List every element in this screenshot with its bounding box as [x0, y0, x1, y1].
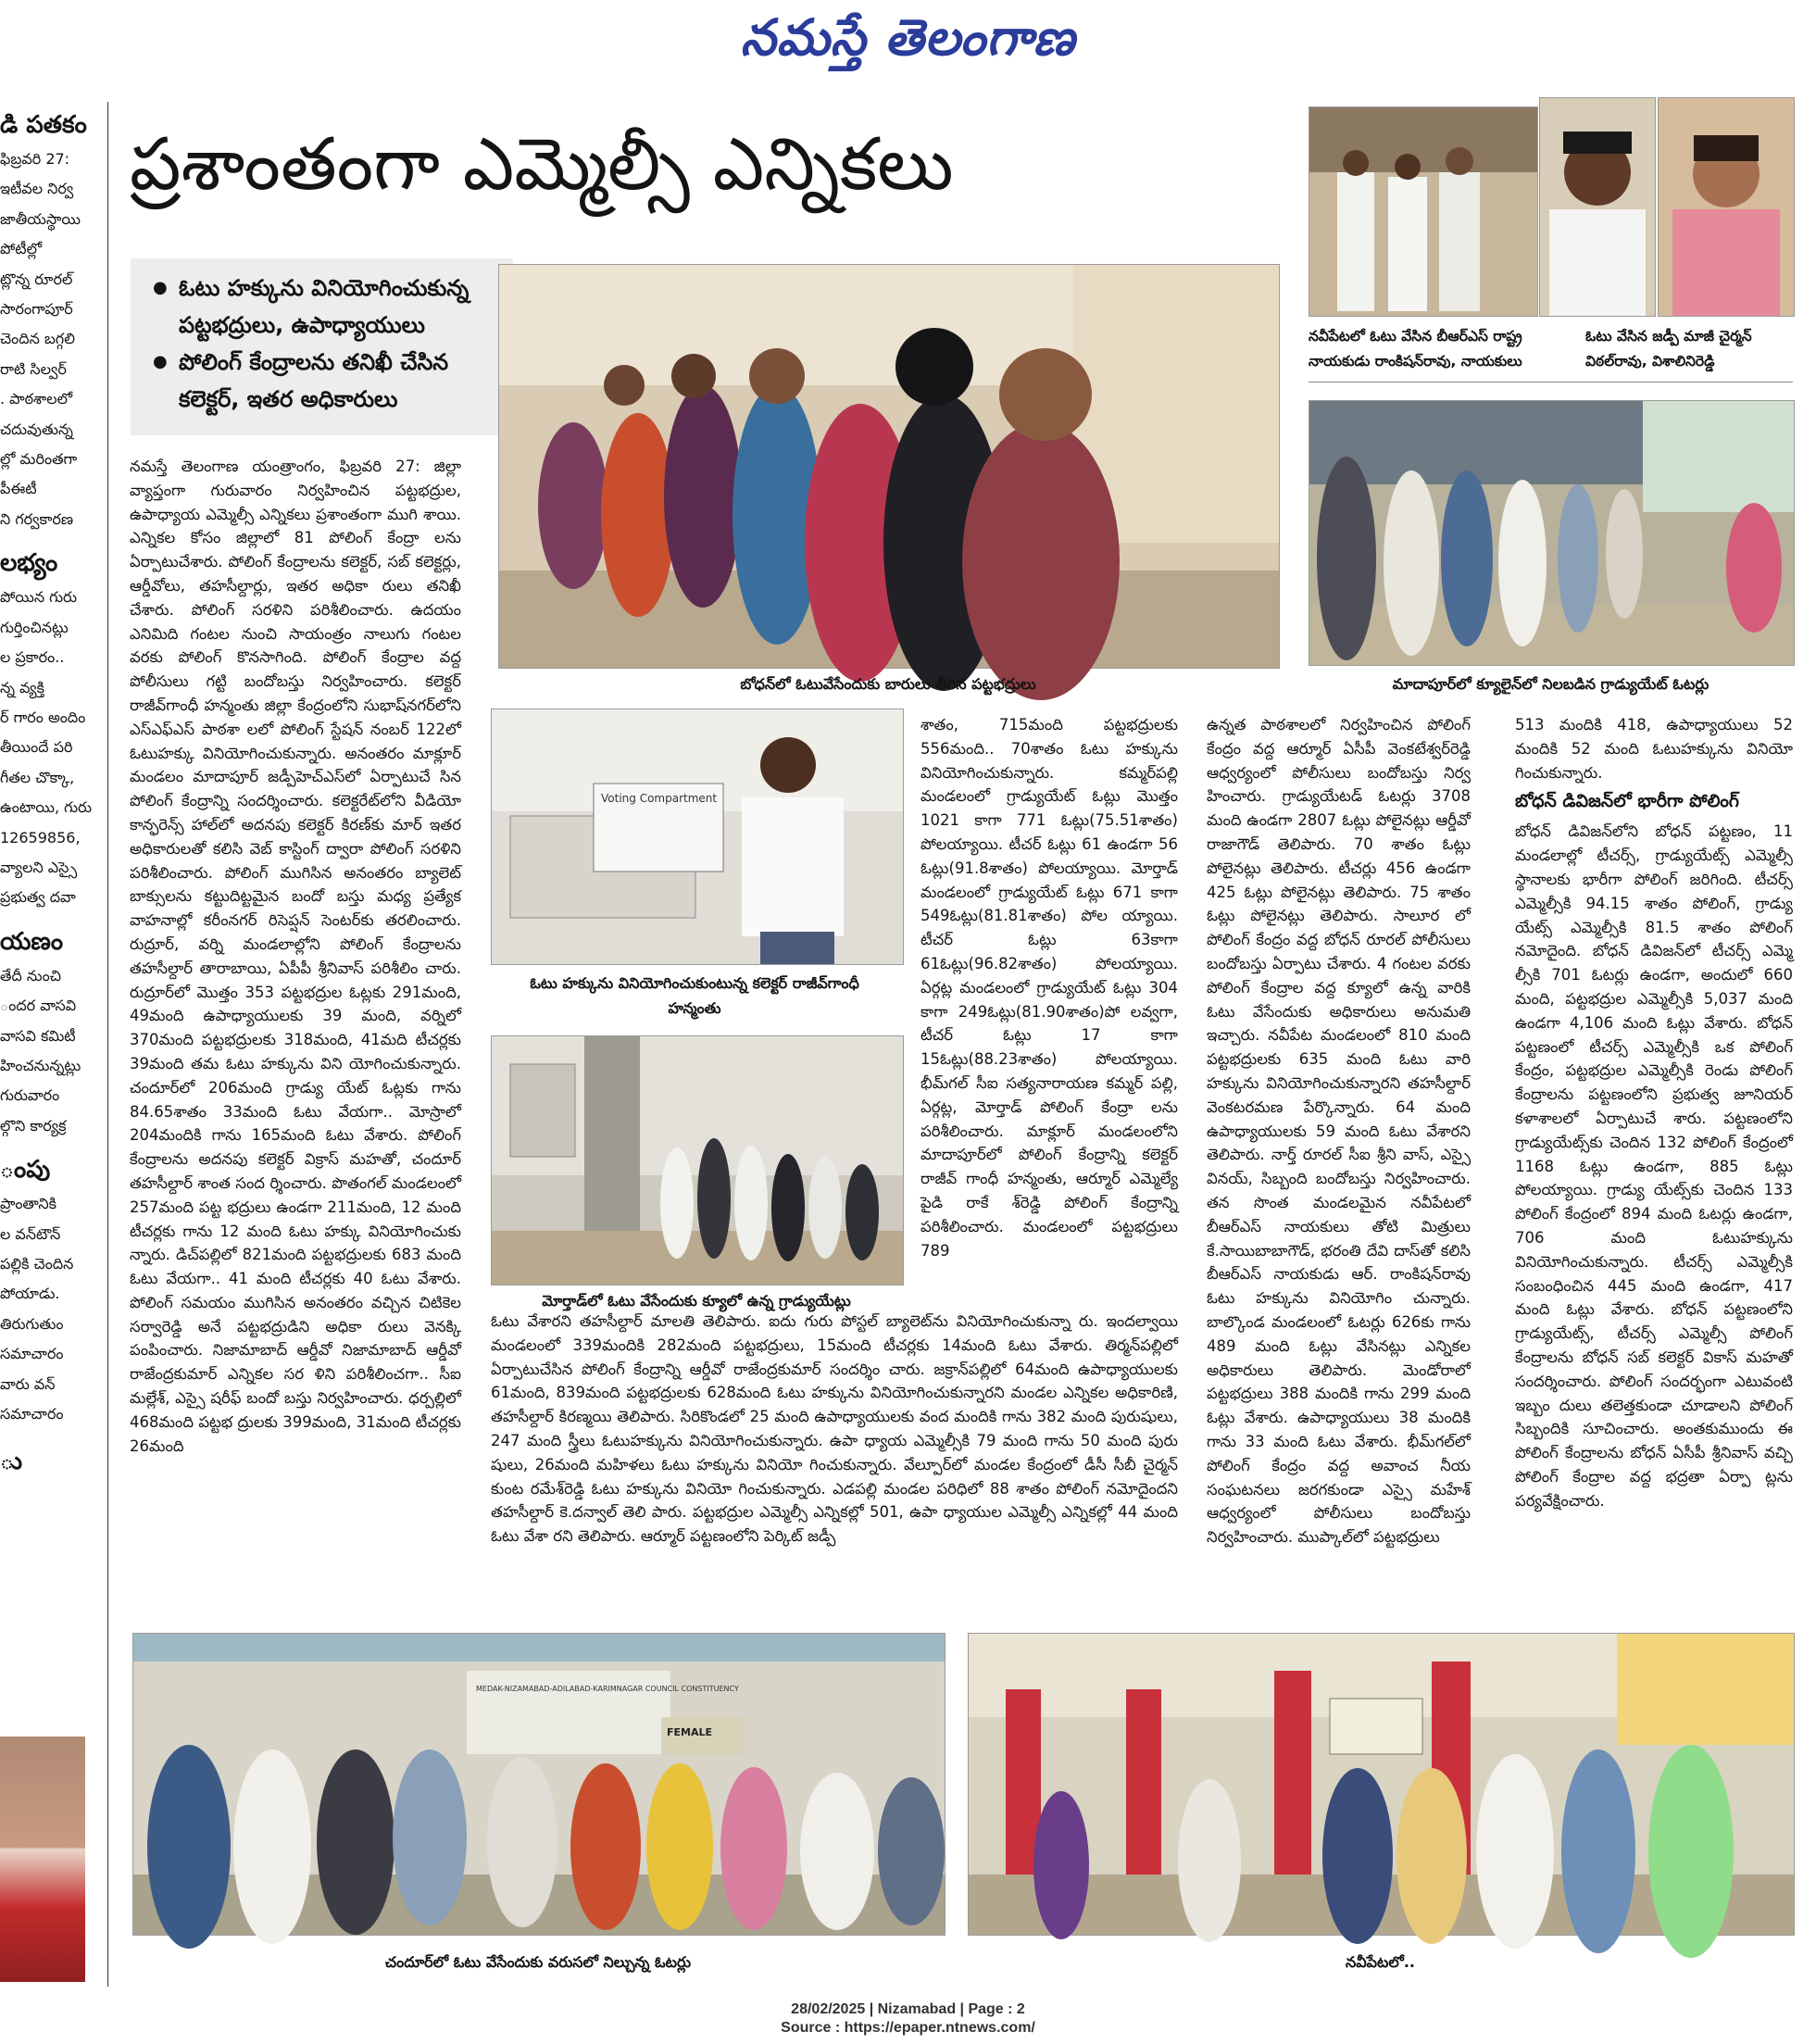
strip-text-line: వాసవి కమిటీ — [0, 1026, 76, 1045]
strip-text-line: పీఈటీ — [0, 480, 37, 498]
strip-text-line: ప్రాంతానికి — [0, 1195, 57, 1213]
constituency-sign: MEDAK-NIZAMABAD-ADILABAD-KARIMNAGAR COUNCIL CONSTITUENCY — [476, 1685, 739, 1693]
highlight-item: ● పోలింగ్ కేంద్రాలను తనిఖీ చేసిన కలెక్టర్, ఇతర అధికారులు — [158, 344, 498, 418]
article-column-4 — [1515, 713, 1793, 1625]
strip-text-line: గురువారం — [0, 1086, 60, 1105]
strip-text-line: సమాచారం — [0, 1345, 64, 1363]
strip-text-line: న్న వ్యక్తి — [0, 678, 44, 696]
highlight-item: ● ఓటు హక్కును వినియోగించుకున్న పట్టభద్రులు, ఉపాధ్యాయులు — [158, 270, 498, 344]
strip-text-line: ట్లొన్న రూరల్ — [0, 270, 73, 288]
voting-compartment-sign: Voting Compartment — [601, 792, 718, 805]
strip-heading: ంపు — [0, 1156, 51, 1185]
photo-leaders-voting — [1309, 107, 1538, 317]
article-column-1 — [130, 455, 461, 1622]
article-text: నమస్తే తెలంగాణ యంత్రాంగం, ఫిబ్రవరి 27: జిల్లా వ్యాప్తంగా గురువారం నిర్వహించిన పట్టభద్రుల, ఉపాధ్యాయ ఎమ్మెల్సీ ఎన్నికలు ప్రశాంతంగా ముగి శాయి. ఎన్నికల కోసం జిల్లాలో 81 పోలింగ్ కేంద్రా లను ఏర్పాటుచేశారు. పోలింగ్ కేంద్రాలను కలెక్టర్, సబ్ కలెక్టర్లు, ఆర్డీవోలు, తహసీల్దార్లు, ఇతర అధికా రులు తనిఖీ చేశారు. పోలింగ్ సరళిని పరిశీలించారు. ఉదయం ఎనిమిది గంటల నుంచి సాయంత్రం నాలుగు గంటల వరకు పోలింగ్ కొనసాగింది. పోలింగ్ కేంద్రాల వద్ద పోలీసులు గట్టి బందోబస్తు నిర్వహించారు. కలెక్టర్ రాజీవ్‌గాంధీ హన్మంతు జిల్లా కేంద్రంలోని సుభాష్‌నగర్‌లోని ఎస్ఎఫ్ఎస్ పాఠశా లలో పోలింగ్ స్టేషన్ నంబర్ 122లో ఓటుహక్కు వినియోగించుకున్నారు. అనంతరం మాక్లూర్ మండలం మాదాపూర్ జడ్పీహెచ్ఎస్‌లో ఏర్పాటుచే సిన పోలింగ్ కేంద్రాన్ని సందర్శించారు. కలెక్టరేట్‌లోని వీడియో కాన్ఫరెన్స్ హాల్‌లో అదనపు కలెక్టర్ కిరణ్‌కు మార్ ఇతర అధికారులతో కలిసి వెబ్ కాస్టింగ్ ద్వారా పోలింగ్ సరళిని పరిశీలించారు. పోలింగ్ ముగిసిన అనంతరం బ్యాలెట్ బాక్సులను కట్టుదిట్టమైన బందో బస్తు మధ్య ప్రత్యేక వాహనాల్లో కరీంనగర్ రిసెప్షన్ సెంటర్‌కు తరలించారు. రుద్రూర్, వర్ని మండలాల్లోని పోలింగ్ కేంద్రాలను తహసీల్దార్ తారాబాయి, ఏపీపీ శ్రీనివాస్ పరిశీలిం చారు. రుద్రూర్‌లో మొత్తం 353 పట్టభద్రుల ఓట్లకు 291మంది, 49మంది ఉపాధ్యాయులకు 39 మంది, వర్నిలో 370మంది పట్టభద్రులకు 318మంది, 41మది టీచర్లకు 39మంది తమ ఓటు హక్కును విని యోగించుకున్నారు. చందూర్‌లో 206మంది గ్రాడ్యు యేట్ ఓట్లకు గాను 84.65శాతం 33మంది ఓటు వేయగా.. మోస్రాలో 204మందికి గాను 165మంది ఓటు వేశారు. పోలింగ్ కేంద్రాలను అదనపు కలెక్టర్ విక్రాస్ మహతో, చందూర్ తహసీల్దార్ శాంత సంద ర్శించారు. పొతంగల్ మండలంలో 257మంది పట్ట భద్రులు ఉండగా 211మంది, 12 మంది టీచర్లకు గాను 12 మంది ఓటు హక్కు వినియోగించుకు న్నారు. డిచ్‌పల్లిలో 821మంది పట్టభద్రులకు 683 మంది ఓటు వేయగా.. 41 మంది టీచర్లకు 40 ఓటు వేశారు. పోలింగ్ సమయం ముగిసిన అనంతరం వచ్చిన చిటికెల సర్వారెడ్డి అనే పట్టభద్రుడిని అధికా రులు వెనక్కి పంపించారు. నిజామాబాద్ ఆర్డీవో నిజామాబాద్ ఆర్డీవో రాజేంద్రకుమార్ ఎన్నికల సర ళిని పరిశీలించగా.. సీఐ మల్లేశ్, ఎస్సై షరీఫ్ బందో బస్తు నిర్వహించారు. ధర్పల్లిలో 468మంది పట్టభ ద్రులకు 399మంది, 31మంది టీచర్లకు 26మంది — [130, 458, 461, 1455]
strip-text-line: ల్లో మరింతగా — [0, 450, 78, 469]
athlete-photo — [0, 1737, 85, 1982]
strip-text-line: గీతల చొక్కా, — [0, 768, 75, 786]
strip-text-line: పల్లికి చెందిన — [0, 1255, 74, 1273]
strip-text-line: ందర వాసవి — [0, 997, 77, 1015]
strip-text-line: ర్ గారం అందిం — [0, 708, 86, 726]
strip-text-line: పోయిన గురు — [0, 588, 78, 607]
caption-queue-women: బోధన్‌లో ఓటువేసేందుకు బారులు తీరిన పట్టభద్రులు — [740, 675, 1036, 693]
article-text: శాతం, 715మంది పట్టభద్రులకు 556మంది.. 70శాతం ఓటు హక్కును వినియోగించుకున్నారు. కమ్మర్‌పల్లి మండలంలో గ్రాడ్యుయేట్ ఓట్లు మొత్తం 1021 కాగా 771 ఓట్లు(75.51శాతం) పోలయ్యాయి. టీచర్ ఓట్లు 61 ఉండగా 56 ఓట్లు(91.8శాతం) పోలయ్యాయి. మోర్తాడ్ మండలంలో గ్రాడ్యుయేట్ ఓట్లు 671 కాగా 549ఓట్లు(81.81శాతం) పోల య్యాయి. టీచర్ ఓట్లు 63కాగా 61ఓట్లు(96.82శాతం) పోలయ్యాయి. ఏర్గట్ల మండలంలో గ్రాడ్యుయేట్ ఓట్లు 304 కాగా 249ఓట్లు(81.90శాతం)పో లవ్వగా, టీచర్ ఓట్లు 17 కాగా 15ఓట్లు(88.23శాతం) పోలయ్యాయి. భీమ్‌గల్ సీఐ సత్యనారాయణ కమ్మర్ పల్లి, ఏర్గట్ల, మోర్తాడ్ పోలింగ్ కేంద్రా లను పరిశీలించారు. మాక్లూర్ మండలంలోని మాదాపూర్‌లో పోలింగ్ కేంద్రాన్ని కలెక్టర్ రాజీవ్ గాంధీ హన్మంతు, ఆర్మూర్ ఎమ్మెల్యే పైడి రాకే శ్‌రెడ్డి పోలింగ్ కేంద్రాన్ని పరిశీలించారు. మండలంలో పట్టభద్రులు 789 — [921, 716, 1178, 1260]
strip-text-line: . పాఠశాలలో — [0, 390, 73, 408]
strip-heading: డి పతకం — [0, 111, 87, 139]
strip-text-line: పోయాడు. — [0, 1285, 60, 1303]
strip-text-line: ఉంటాయి, గురు — [0, 798, 93, 817]
photo-collector-voting — [491, 709, 904, 965]
strip-text-line: పోటీల్లో — [0, 240, 43, 258]
strip-text-line: ల వన్‌టౌన్ — [0, 1224, 61, 1243]
strip-text-line: ని గర్వకారణ — [0, 509, 74, 528]
photo-former-chairman — [1539, 97, 1656, 317]
caption-leaders-voting: నవీపేటలో ఓటు వేసిన బీఆర్ఎస్ రాష్ట్ర నాయకుడు రాంకిషన్‌రావు, నాయకులు — [1309, 328, 1522, 370]
strip-text-line: సారంగాపూర్ — [0, 300, 73, 319]
subheading: బోధన్ డివిజన్‌లో భారీగా పోలింగ్ — [1515, 791, 1739, 812]
strip-text-line: ల ప్రకారం.. — [0, 648, 65, 667]
strip-heading: యణం — [0, 927, 64, 956]
article-text: 513 మందికి 418, ఉపాధ్యాయులు 52 మందికి 52 మంది ఓటుహక్కును వినియో గించుకున్నారు. — [1515, 716, 1793, 782]
strip-heading: ు — [0, 1448, 23, 1476]
strip-text-line: ల్గొని కార్యక్ర — [0, 1116, 67, 1135]
strip-text-line: గుర్తించినట్లు — [0, 618, 69, 636]
female-sign: FEMALE — [667, 1726, 713, 1738]
article-text: ఓటు వేశారని తహసీల్దార్ మాలతి తెలిపారు. ఐదు గురు పోస్టల్ బ్యాలెట్‌ను వినియోగించుకున్నా రు. ఇందల్వాయి మండలంలో 339మందికి 282మంది పట్టభద్రులు, 15మంది టీచర్లకు 14మంది ఓటు వేశారు. తిర్మన్‌పల్లిలో ఏర్పాటుచేసిన పోలింగ్ కేంద్రాన్ని ఆర్డీవో రాజేంద్రకుమార్ సందర్శిం చారు. జక్రాన్‌పల్లిలో 64మంది ఉపాధ్యాయులకు 61మంది, 839మంది పట్టభద్రులకు 628మంది ఓటు హక్కును వినియోగించుకున్నారని మండల ఎన్నికల అధికారిణి, తహసీల్దార్ కిరణ్మయి తెలిపారు. సిరికొండలో 25 మంది ఉపాధ్యాయులకు వంద మందికి గాను 382 మంది పురుషులు, 247 మంది స్త్రీలు ఓటుహక్కును వినియోగించుకున్నారు. ఉపా ధ్యాయ ఎమ్మెల్సీకి 79 మంది గాను 50 మంది పురు షులు, 26మంది మహిళలు ఓటు హక్కును వినియో గించుకున్నారు. వేల్పూర్‌లో మండల కేంద్రంలో డీసీ సీబీ చైర్మన్ కుంట రమేశ్‌రెడ్డి ఓటు హక్కును వినియో గించుకున్నారు. ఎడపల్లి మండల పరిధిలో 88 శాతం పోలింగ్ నమోదైందని తహసీల్దార్ కె.దన్వాల్ తెలి పారు. పట్టభద్రుల ఎమ్మెల్సీ ఎన్నికల్లో 501, ఉపా ధ్యాయుల ఎమ్మెల్సీ ఎన్నికల్లో 44 మంది ఓటు వేశా రని తెలిపారు. ఆర్మూర్ పట్టణంలోని పెర్కిట్ జడ్పీ — [491, 1312, 1178, 1546]
photo-chandur-voters — [132, 1633, 946, 1936]
column-divider — [107, 102, 108, 1987]
strip-text-line: సమాచారం — [0, 1405, 64, 1423]
article-text: ఉన్నత పాఠశాలలో నిర్వహించిన పోలింగ్ కేంద్రం వద్ద ఆర్మూర్ ఏసీపీ వెంకటేశ్వర్‌రెడ్డి ఆధ్వర్యంలో పోలీసులు బందోబస్తు నిర్వ హించారు. గ్రాడ్యుయేటడ్ ఓటర్లు 3708 మంది ఉండగా 2807 ఓట్లు పోలైనట్లు ఆర్డీవో రాజాగౌడ్ తెలిపారు. 70 శాతం ఓట్లు పోలైనట్లు తెలిపారు. టీచర్లు 456 ఉండగా 425 ఓట్లు పోలైనట్లు తెలిపారు. 75 శాతం ఓట్లు పోలైనట్లు తెలిపారు. సాలూర లో పోలింగ్ కేంద్రం వద్ద బోధన్ రూరల్ పోలీసులు బందోబస్తు ఏర్పాటు చేశారు. 4 గంటల వరకు పోలింగ్ కేంద్రాల వద్ద క్యూలో ఉన్న వారికి ఓటు వేసేందుకు అధికారులు అనుమతి ఇచ్చారు. నవీపేట మండలంలో 810 మంది పట్టభద్రులకు 635 మంది ఓటు వారి హక్కును వినియోగించుకున్నారని తహసీల్దార్ వెంకటరమణ పేర్కొన్నారు. 64 మంది ఉపాధ్యాయులకు 59 మంది ఓటు వేశారని తెలిపారు. నార్త్ రూరల్ సీఐ శ్రీని వాస్, ఎస్సై వినయ్, సిబ్బంది బందోబస్తు నిర్వహించారు. తన సొంత మండలమైన నవీపేటలో బీఆర్ఎస్ నాయకులు తోటి మిత్రులు కే.సాయిబాబాగౌడ్, భరంతి దేవి దాస్‌తో కలిసి బీఆర్ఎస్ నాయకుడు ఆర్. రాంకిషన్‌రావు ఓటు హక్కును వినియోగిం చున్నారు. బాల్కొండ మండలంలో ఓటర్లు 626కు గాను 489 మంది ఓట్లు వేసినట్లు ఎన్నికల అధికారులు తెలిపారు. మెండోరాలో పట్టభద్రులు 388 మందికి గాను 299 మంది ఓట్లు వేశారు. ఉపాధ్యాయులు 38 మందికి గాను 33 మంది ఓటు వేశారు. భీమ్‌గల్‌లో పోలింగ్ కేంద్రం వద్ద అవాంచ నీయ సంఘటనలు జరగకుండా ఎస్సై మహేశ్ ఆధ్వర్యంలో పోలీసులు బందోబస్తు నిర్వహించారు. ముప్కాల్‌లో పట్టభద్రులు — [1207, 716, 1471, 1547]
strip-text-line: తేదీ నుంచి — [0, 966, 61, 984]
photo-morthad-queue — [491, 1035, 904, 1285]
adjacent-article-strip — [0, 102, 91, 1991]
caption-chandur-voters: చందూర్‌లో ఓటు వేసేందుకు వరుసలో నిల్చున్న ఓటర్లు — [384, 1953, 692, 1971]
photo-vishalini-reddy — [1658, 97, 1795, 317]
strip-text-line: రాటి సిల్వర్ — [0, 359, 67, 378]
strip-heading: లభ్యం — [0, 549, 58, 578]
photo-madhapur-queue — [1309, 400, 1795, 666]
caption-morthad-queue: మోర్తాడ్‌లో ఓటు వేసేందుకు క్యూలో ఉన్న గ్రాడ్యుయేట్లు — [542, 1292, 851, 1310]
article-column-3 — [1207, 713, 1471, 1625]
article-text: బోధన్ డివిజన్‌లోని బోధన్ పట్టణం, 11 మండలాల్లో టీచర్స్, గ్రాడ్యుయేట్స్ ఎమ్మెల్సీ స్థానాలకు భారీగా పోలింగ్ జరిగింది. టీచర్స్ ఎమ్మెల్సీకి 94.15 శాతం పోలింగ్, గ్రాడ్యు యేట్స్ ఎమ్మెల్సీకి 81.5 శాతం పోలింగ్ నమోదైంది. బోధన్ డివిజన్‌లో టీచర్స్ ఎమ్మె ల్సీకి 701 ఓటర్లు ఉండగా, అందులో 660 మంది, పట్టభద్రుల ఎమ్మెల్సీకి 5,037 మంది ఉండగా 4,106 మంది ఓట్లు వేశారు. బోధన్ పట్టణంలో టీచర్స్ ఎమ్మెల్సీకి ఒక పోలింగ్ కేంద్రం, పట్టభద్రుల ఎమ్మెల్సీకి రెండు పోలింగ్ కేంద్రాలను పట్టణంలోని ప్రభుత్వ జూనియర్ కళాశాలలో ఏర్పాటుచే శారు. పట్టణంలోని గ్రాడ్యుయేట్స్‌కు చెందిన 132 పోలింగ్ కేంద్రంలో 1168 ఓట్లు ఉండగా, 885 ఓట్లు పోలయ్యాయి. గ్రాడ్యు యేట్స్‌కు చెందిన 133 పోలింగ్ కేంద్రంలో 894 మంది ఓటర్లు ఉండగా, 706 మంది ఓటుహక్కును వినియోగించుకున్నారు. టీచర్స్ ఎమ్మెల్సీకి సంబంధించిన 445 మంది ఉండగా, 417 మంది ఓట్లు వేశారు. బోధన్ పట్టణంలోని గ్రాడ్యుయేట్స్, టీచర్స్ ఎమ్మెల్సీ పోలింగ్ కేంద్రాలను బోధన్ సబ్ కలెక్టర్ వికాస్ మహతో సందర్శించారు. పోలింగ్ సందర్భంగా ఎటువంటి ఇబ్బం దులు తలెత్తకుండా చూడాలని పోలింగ్ సిబ్బందికి సూచించారు. అంతకుముందు ఈ పోలింగ్ కేంద్రాలను బోధన్ ఏసీపీ శ్రీనివాస్ వచ్చి పోలింగ్ కేంద్రాల వద్ద భద్రతా ఏర్పా ట్లను పర్యవేక్షించారు. — [1515, 822, 1793, 1510]
strip-text-line: ఫిబ్రవరి 27: — [0, 150, 70, 168]
headline: ప్రశాంతంగా ఎమ్మెల్సీ ఎన్నికలు — [130, 123, 954, 207]
strip-text-line: ఇటీవల నిర్వ — [0, 180, 74, 198]
caption-former-chairman: ఓటు వేసిన జడ్పీ మాజీ చైర్మన్ విఠల్‌రావు, విశాలినిరెడ్డి — [1585, 328, 1752, 370]
strip-text-line: ప్రభుత్వ దవా — [0, 888, 76, 907]
strip-text-line: హించనున్నట్లు — [0, 1056, 81, 1074]
photo-navipet-voters — [968, 1633, 1795, 1936]
strip-text-line: తీయిందే పరి — [0, 738, 73, 757]
strip-text-line: వారు వన్ — [0, 1374, 56, 1393]
strip-text-line: 12659856, — [0, 828, 81, 846]
strip-text-line: చదువుతున్న — [0, 420, 73, 438]
strip-text-line: చెందిన బగ్గలి — [0, 330, 75, 348]
footer-source: Source : https://epaper.ntnews.com/ — [781, 2020, 1035, 2036]
footer-date-edition: 28/02/2025 | Nizamabad | Page : 2 — [791, 2001, 1025, 2017]
highlights-box — [131, 258, 513, 435]
photo-queue-women — [498, 264, 1280, 669]
caption-collector-voting: ఓటు హక్కును వినియోగించుకుంటున్న కలెక్టర్ రాజీవ్‌గాంధీ హన్మంతు — [530, 974, 859, 1017]
article-column-wide — [491, 1310, 1178, 1624]
strip-text-line: జాతీయస్థాయి — [0, 209, 81, 228]
page-footer — [0, 2000, 1816, 2038]
strip-text-line: వ్యాలని ఎస్సై — [0, 858, 78, 876]
caption-navipet-voters: నవీపేటలో.. — [1346, 1953, 1415, 1971]
strip-text-line: తిరుగుతుం — [0, 1314, 64, 1333]
masthead-logo: నమస్తే తెలంగాణ — [740, 7, 1076, 67]
article-column-2 — [921, 713, 1178, 1260]
caption-madhapur-queue: మాదాపూర్‌లో క్యూలైన్‌లో నిలబడిన గ్రాడ్యుయేట్ ఓటర్లు — [1392, 675, 1710, 693]
